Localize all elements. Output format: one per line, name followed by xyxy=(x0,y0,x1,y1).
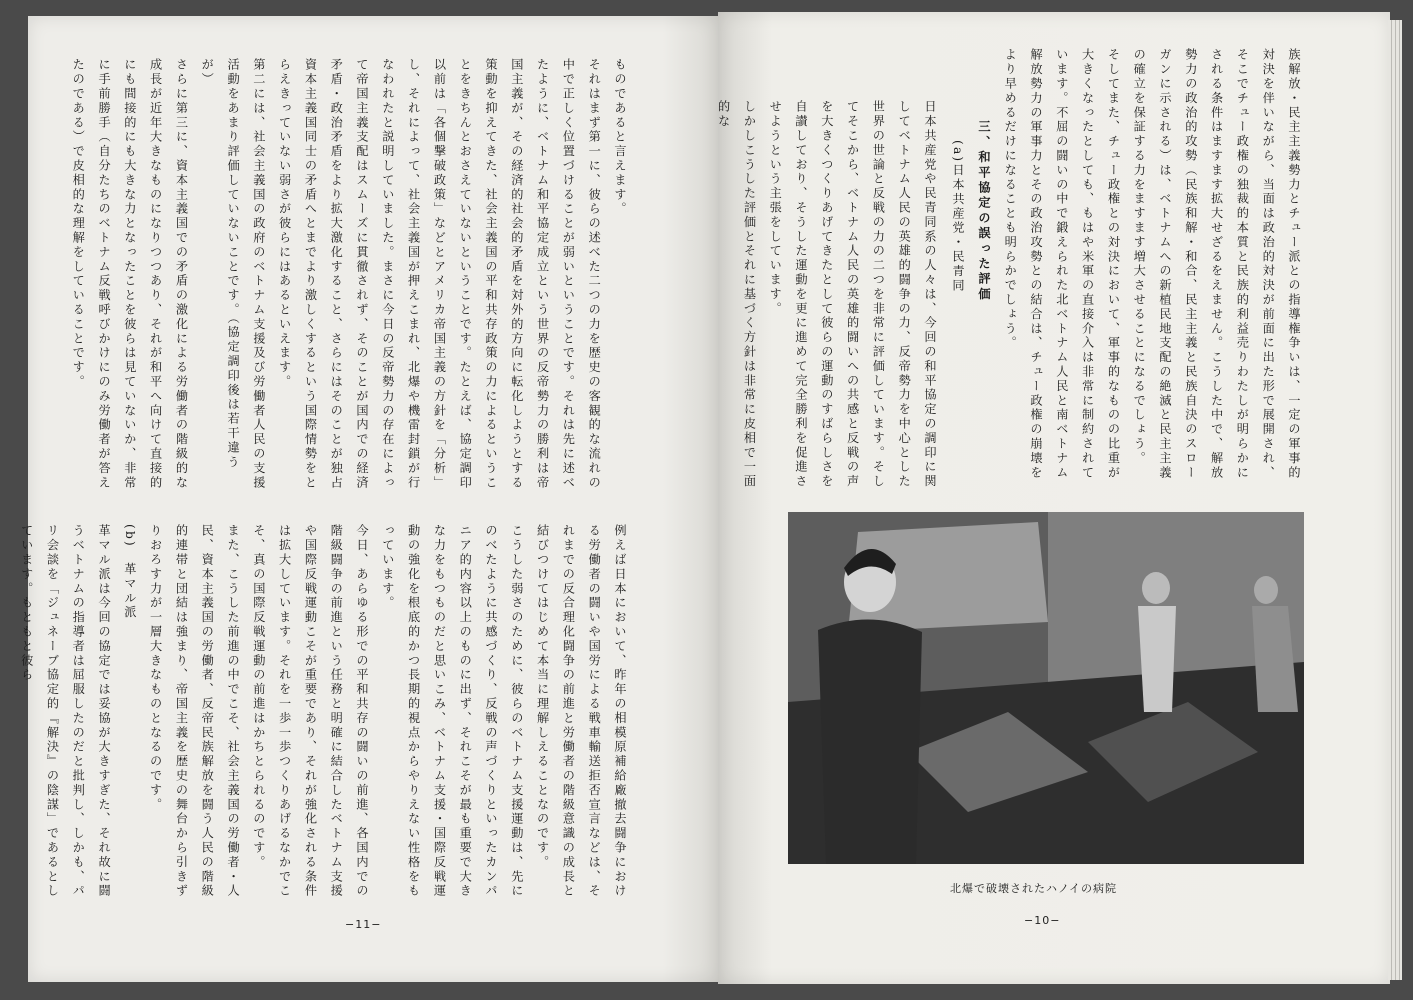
page-stack-edge xyxy=(1388,20,1402,980)
hospital-photo xyxy=(788,512,1304,864)
worker-head xyxy=(1142,572,1170,604)
right-upper-text-a: 族解放・民主主義勢力とチュー派との指導権争いは、一定の軍事的対決を伴いながら、当面は政治的対決が前面に出た形で展開され、そこでチュー政権の独裁的本質と民族的利益売りわたしが明らかにされる条件はますます拡大せざるをえません。こうした中で、解放勢力の政治的攻勢（民族和解・和合、民主主義と民族自決のスローガンに示される）は、ベトナムへの新植民地支配の絶滅と民主主義の確立を保証する力をますます増大させることになるでしょう。 そしてまた、チュー政権との対決において、軍事的なものの比重が大きくなったとしても、もはや米軍の直接介入は非常に制約されています。不屈の闘いの中で鍛えられた北ベトナム人民と南ベトナム解放勢力の軍事力とその政治攻勢との結合は、チュー政権の崩壊をより早めるだけになることも明らかでしょう。 xyxy=(1003,48,1301,480)
left-upper-text: ものであると言えます。 それはまず第一に、彼らの述べた二つの力を歴史の客観的な流れの中で正しく位置づけることが弱いということです。それは先に述べたように、ベトナム和平協定成立という世界の反帝勢力の勝利は帝国主義が、その経済的社会的矛盾を対外的方向に転化しようとする策動を抑えてきた、社会主義国の平和共存政策の力によるということをきちんとおさえていないということです。たとえば、協定調印以前は「各個撃破政策」などとアメリカ帝国主義の方針を「分析」し、それによって、社会主義国が押えこまれ、北爆や機雷封鎖が行なわれたと説明していました。まさに今日の反帝勢力の存在によって帝国主義支配はスムーズに貫徹されず、そのことが国内での経済矛盾・政治矛盾をより拡大激化すること、さらにはそのことが独占資本主義国同士の矛盾へとまでより激しくするという国際情勢をとらえきっていない弱さが彼らにはあるといえます。 第二には、社会主義国の政府のベトナム支援及び労働者人民の支援活動をあまり評価していないことです。（協定調印後は若干違うが） さらに第三に、資本主義国での矛盾の激化による労働者の階級的な成長が近年大きなものになりつつあり、それが和平へ向けて直接的にも間接的にも大きな力となったことを彼らは見ていないか、非常に手前勝手（自分たちのベトナム反戦呼びかけにのみ労働者が答えたのである）で皮相的な理解をしていることです。 xyxy=(71,58,627,490)
photo-illustration xyxy=(788,512,1304,864)
nurse-body xyxy=(818,619,922,864)
right-upper-text-b: 日本共産党や民青同系の人々は、今回の和平協定の調印に関してベトナム人民の英雄的闘争の力、反帝勢力を中心とした世界の世論と反戦の力の二つを非常に評価しています。そしてそこから、ベトナム人民の英雄的闘いへの共感と反戦の声を大きくつくりあげてきたとして彼らの運動のすばらしさを自讃しており、そうした運動を更に進めて完全勝利を促進させようという主張をしています。 しかしこうした評価とそれに基づく方針は非常に皮相で一面的な xyxy=(716,100,937,489)
right-page-number: −10− xyxy=(1024,914,1061,927)
photo-caption: 北爆で破壊されたハノイの病院 xyxy=(950,882,1118,895)
left-lower-text: 例えば日本において、昨年の相模原補給廠撤去闘争における労働者の闘いや国労による戦車輸送拒否宣言などは、それまでの反合理化闘争の前進と労働者の階級意識の成長と結びつけてはじめて本当に理解しえることなのです。 こうした弱さのために、彼らのベトナム支援運動は、先にのべたように共感づくり、反戦の声づくりといったカンパニア的内容以上のものに出ず、それこそが最も重要で大きな力をもつものだと思いこみ、ベトナム支援・国際反戦運動の強化を根底的かつ長期的視点からやりえない性格をもっています。 今日、あらゆる形での平和共存の闘いの前進、各国内での階級闘争の前進という任務と明確に結合したベトナム支援や国際反戦運動こそが重要であり、それが強化される条件は拡大しています。それを一歩一歩つくりあげるなかでこそ、真の国際反戦運動の前進はかちとられるのです。 また、こうした前進の中でこそ、社会主義国の労働者・人民、資本主義国の労働者、反帝民族解放を闘う人民の階級的連帯と団結は強まり、帝国主義を歴史の舞台から引きずりおろす力が一層大きなものとなるのです。 (b) 革マル派 革マル派は今回の協定では妥協が大きすぎた、それ故に闘うベトナムの指導者は屈服したのだと批判し、しかも、パリ会談を「ジュネーブ協定的『解決』の陰謀」であるとしています。もともと彼ら xyxy=(19,524,627,899)
left-page-number: −11− xyxy=(345,918,382,931)
worker2-head xyxy=(1254,576,1278,604)
section-subheading: (a)日本共産党・民青同 xyxy=(951,140,965,293)
worker-body xyxy=(1138,606,1176,712)
section-heading: 三、和平協定の誤った評価 xyxy=(977,120,991,303)
